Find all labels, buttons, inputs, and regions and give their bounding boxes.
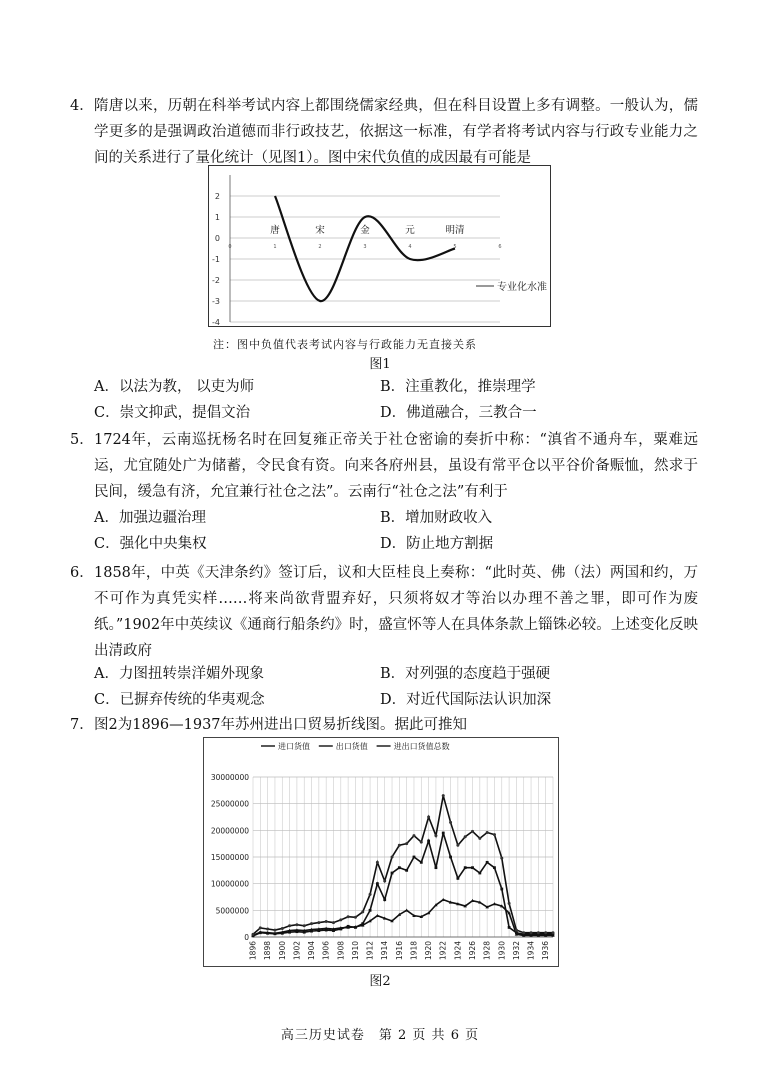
series-point [427,816,430,819]
series-point [456,844,459,847]
series-point [537,931,540,934]
question-text: 1724年，云南巡抚杨名时在回复雍正帝关于社仓密谕的奏折中称：“滇省不通舟车，粟难远运，尤宜随处广为储蓄，令民食有资。向来各府州县，虽设有常平仓以平谷价备赈恤，然求于民间，缓急有济，允宜兼行社仓之法”。云南行“社仓之法”有利于 [94,432,698,500]
q4-option-a[interactable]: A．以法为教， 以吏为师 [94,379,255,395]
q6-option-d[interactable]: D．对近代国际法认识加深 [380,692,552,708]
q5-option-a[interactable]: A．加强边疆治理 [94,510,206,526]
category-label: 唐 [270,225,280,236]
series-point [339,918,342,921]
question-4 [70,93,698,171]
series-point [310,930,313,933]
series-point [420,861,423,864]
y-tick-label: 20000000 [210,826,249,836]
y-tick-label: 0 [244,933,249,942]
category-label: 金 [360,225,370,236]
series-point [354,926,357,929]
x-tick-label: 1 [273,244,277,250]
x-tick-label: 1908 [336,941,346,961]
series-point [383,880,386,883]
series-point [347,925,350,928]
y-tick-label: -4 [212,318,220,327]
q4-option-d[interactable]: D．佛道融合，三教合一 [380,405,537,421]
series-point [369,893,372,896]
series-point [508,926,511,929]
series-point [361,910,364,913]
series-point [391,856,394,859]
series-point [266,928,269,931]
series-point [339,928,342,931]
x-tick-label: 4 [408,244,412,250]
series-point [288,924,291,927]
series-point [383,898,386,901]
y-tick-label: 30000000 [210,773,249,782]
series-point [486,831,489,834]
series-point [530,931,533,934]
figure-1-chart [208,165,551,327]
q6-option-c[interactable]: C．已摒弃传统的华夷观念 [94,692,265,708]
series-point [259,931,262,934]
x-tick-label: 1906 [321,941,331,961]
q5-option-d[interactable]: D．防止地方割据 [380,536,494,552]
legend-label: 进出口货值总数 [393,742,450,751]
y-tick-label: 5000000 [215,906,249,916]
series-point [522,931,525,934]
x-tick-label: 1902 [292,941,302,961]
y-tick-label: 15000000 [210,853,249,862]
x-tick-label: 1922 [438,941,448,961]
question-text: 图2为1896—1937年苏州进出口贸易折线图。据此可推知 [94,717,468,733]
series-point [493,833,496,836]
figure-2-chart [203,737,559,967]
series-point [266,932,269,935]
series-point [515,929,518,932]
series-point [552,931,555,934]
series-point [449,821,452,824]
series-point [434,834,437,837]
series-point [273,929,276,932]
series-point [347,915,350,918]
q6-option-b[interactable]: B．对列强的态度趋于强硬 [380,666,551,682]
series-point [464,835,467,838]
series-point [274,932,277,935]
series-point [325,920,328,923]
x-tick-label: 1916 [394,941,404,961]
series-point [493,866,496,869]
series-point [405,869,408,872]
figure-1-note: 注：图中负值代表考试内容与行政能力无直接关系 [213,338,477,351]
x-tick-label: 1904 [307,941,317,961]
question-7 [70,712,698,738]
question-number: 6． [70,565,94,581]
question-number: 5． [70,432,94,448]
q5-option-c[interactable]: C．强化中央集权 [94,536,207,552]
series-point [303,924,306,927]
y-tick-label: -1 [212,255,220,264]
series-point [398,866,401,869]
series-point [456,877,459,880]
x-tick-label: 2 [318,244,322,250]
category-label: 明清 [445,225,465,236]
x-tick-label: 1918 [409,941,419,961]
x-tick-label: 1912 [365,941,375,961]
question-number: 4． [70,98,94,114]
x-tick-label: 1900 [277,941,287,961]
x-tick-label: 1936 [541,941,551,961]
x-tick-label: 1930 [497,941,507,961]
x-tick-label: 1910 [350,941,360,961]
x-tick-label: 3 [363,244,367,250]
series-point [376,861,379,864]
series-point [500,888,503,891]
series-point [449,856,452,859]
question-text: 隋唐以来，历朝在科举考试内容上都围绕儒家经典，但在科目设置上多有调整。一般认为，儒学更多的是强调政治道德而非行政技艺，依据这一标准，有学者将考试内容与行政专业能力之间的关系进行了量化统计（见图1）。图中宋代负值的成因最有可能是 [94,98,698,166]
x-tick-label: 1920 [424,941,434,961]
series-point [259,926,262,929]
q4-option-c[interactable]: C．崇文抑武，提倡文治 [94,405,251,421]
series-point [369,909,372,912]
page-footer: 高三历史试卷 第 2 页 共 6 页 [280,1028,480,1043]
y-tick-label: 1 [214,213,220,222]
x-tick-label: 1926 [468,941,478,961]
y-tick-label: -2 [212,276,220,285]
question-number: 7． [70,717,94,733]
question-5 [70,427,698,505]
x-tick-label: 1896 [248,941,258,961]
series-point [442,794,445,797]
q6-option-a[interactable]: A．力图扭转崇洋媚外现象 [94,666,264,682]
series-point [427,840,430,843]
x-tick-label: 1898 [263,941,273,961]
y-tick-label: 2 [214,192,220,201]
series-point [544,931,547,934]
question-6 [70,560,698,664]
series-point [478,837,481,840]
x-tick-label: 1914 [380,941,390,961]
series-point [412,834,415,837]
y-tick-label: 25000000 [210,799,249,809]
series-point [508,902,511,905]
series-point [295,923,298,926]
series-point [398,844,401,847]
series-point [376,882,379,885]
series-point [405,842,408,845]
series-point [317,929,320,932]
series-point [296,930,299,933]
series-point [361,922,364,925]
x-tick-label: 6 [498,244,502,250]
series-point [435,866,438,869]
x-tick-label: 1928 [482,941,492,961]
y-tick-label: 10000000 [210,879,249,889]
figure-1-caption: 图1 [369,357,391,372]
series-point [354,916,357,919]
x-tick-label: 5 [453,244,457,250]
legend-label: 进口货值 [278,742,310,751]
series-point [464,866,467,869]
x-tick-label: 1932 [511,941,521,961]
series-point [471,866,474,869]
x-tick-label: 1934 [526,941,536,961]
series-point [288,931,291,934]
figure-2-caption: 图2 [369,974,391,989]
y-tick-label: 0 [214,234,220,243]
series-point [442,832,445,835]
legend-label: 专业化水准 [497,282,547,293]
q4-option-b[interactable]: B．注重教化，推崇理学 [380,379,536,395]
series-point [486,861,489,864]
y-tick-label: -3 [212,297,220,306]
series-point [413,856,416,859]
series-point [500,857,503,860]
x-tick-label: 1924 [453,941,463,961]
series-point [317,921,320,924]
series-point [420,841,423,844]
series-point [252,933,255,936]
series-point [281,927,284,930]
series-point [281,932,284,935]
series-point [303,931,306,934]
legend-label: 出口货值 [335,742,368,751]
series-point [332,921,335,924]
series-point [478,872,481,875]
question-text: 1858年，中英《天津条约》签订后，议和大臣桂良上奏称：“此时英、佛（法）两国和约，万不可作为真凭实样……将来尚欲背盟弃好，只须将奴才等治以办理不善之罪，即可作为废纸。”1902年中英续议《通商行船条约》时，盛宣怀等人在具体条款上锱铢必较。上述变化反映出清政府 [94,565,698,659]
category-label: 宋 [315,225,325,236]
series-point [332,929,335,932]
x-tick-label: 0 [228,244,232,250]
series-point [471,830,474,833]
series-point [515,931,518,934]
series-point [391,872,394,875]
series-point [310,922,313,925]
q5-option-b[interactable]: B．增加财政收入 [380,510,493,526]
category-label: 元 [405,225,415,236]
series-point [325,929,328,932]
